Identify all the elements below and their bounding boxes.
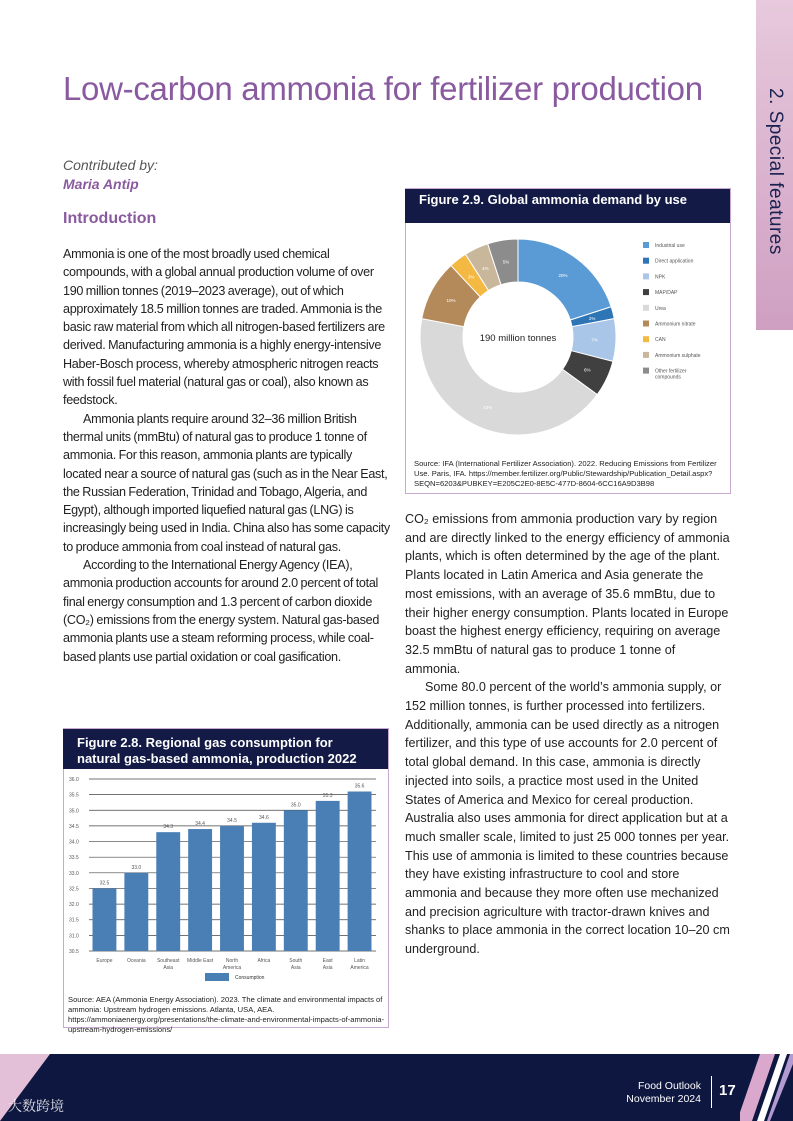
watermark: 大数跨境 xyxy=(8,1098,64,1114)
x-tick-label: Oceania xyxy=(127,958,146,964)
x-tick-label: Southeast xyxy=(156,958,180,964)
bar xyxy=(220,826,244,951)
bar xyxy=(316,801,340,951)
slice-label: 20% xyxy=(558,273,568,279)
bar-value-label: 35.6 xyxy=(354,783,365,790)
page-title: Low-carbon ammonia for fertilizer production xyxy=(63,70,703,107)
right-column xyxy=(405,510,730,959)
x-tick-label: North xyxy=(225,958,239,964)
legend-label: Consumption xyxy=(235,975,265,981)
y-tick-label: 31.5 xyxy=(69,917,79,924)
publication-name: Food Outlook xyxy=(637,1080,701,1092)
contributor xyxy=(63,156,158,194)
bar-value-label: 32.5 xyxy=(99,880,110,887)
slice-label: 2% xyxy=(588,315,596,321)
legend-label: Other fertilizer xyxy=(655,368,687,375)
paragraph: Some 80.0 percent of the world’s ammonia supply, or 152 million tonnes, is further processed into fertilizers. Additionally, ammonia can be used directly as a nitrogen fertilizer, and this type of use accounts for 2.0 percent of total global demand. In this case, ammonia is directly injected into soils, a practice most used in the United States of America and Mexico for cereal production. Australia also uses ammonia for direct application but at a much smaller scale, limited to just 25 000 tonnes per year. This use of ammonia is limited to these countries because they have existing infrastructure to cool and store ammonia and because they more often use mechanized and precision agriculture with tractor-drawn knives and shanks to place ammonia in the correct location 10–20 cm underground. xyxy=(405,680,730,957)
donut-center-label: 190 million tonnes xyxy=(479,333,557,344)
bar xyxy=(188,829,212,951)
legend-swatch xyxy=(643,336,649,342)
legend-label: CAN xyxy=(655,337,666,344)
bar xyxy=(156,832,180,951)
legend-swatch xyxy=(643,258,649,264)
y-tick-label: 34.0 xyxy=(69,839,79,846)
donut-slice xyxy=(518,239,611,320)
bar-value-label: 34.3 xyxy=(163,824,174,831)
footer-divider xyxy=(711,1076,712,1108)
x-tick-label: Middle East xyxy=(187,958,214,964)
figure-source: Source: IFA (International Fertilizer Association). 2022. Reducing Emissions from Fertilizer Use. Paris, IFA. https://member.fertilizer.org/Public/Stewardship/Publication_Detail.aspx?SEQN=6203&PUBKEY=E205C2E0-8E5C-477D-8604-6CC16A9D3B98 xyxy=(414,459,717,488)
x-tick-label: Latin xyxy=(354,958,365,964)
paragraph: According to the International Energy Agency (IEA), ammonia production accounts for around 2.0 percent of total final energy consumption and 1.3 percent of carbon dioxide (CO₂) emissions from the energy system. Natural gas-based ammonia plants use a steam reforming process, while coal-based plants use partial oxidation or coal gasification. xyxy=(63,558,380,664)
legend-label: NPK xyxy=(655,274,666,281)
contributed-label: Contributed by: xyxy=(63,157,158,173)
section-tab-label: 2. Special features xyxy=(765,88,786,255)
x-tick-label: East xyxy=(322,958,333,964)
legend-swatch xyxy=(643,352,649,358)
y-tick-label: 34.5 xyxy=(69,823,79,830)
paragraph: CO₂ emissions from ammonia production vary by region and are directly linked to the energy efficiency of ammonia plants, which is often determined by the age of the plant. Plants located in Latin America and Asia generate the most emissions, with an average of 35.6 mmBtu, due to their higher energy consumption. Plants located in Europe boast the highest energy efficiency, requiring on average 32.5 mmBtu of natural gas to produce 1 tonne of ammonia. xyxy=(405,512,730,676)
legend-label: Industrial use xyxy=(655,243,685,249)
legend-swatch xyxy=(643,273,649,279)
bar-chart xyxy=(64,771,388,993)
y-tick-label: 31.0 xyxy=(69,933,79,940)
legend-swatch xyxy=(643,368,649,374)
legend-label: Ammonium nitrate xyxy=(655,321,696,328)
footer-stripes xyxy=(740,1054,793,1121)
bar-value-label: 35.0 xyxy=(290,802,301,809)
slice-label: 7% xyxy=(591,337,598,343)
bar-value-label: 33.0 xyxy=(131,864,142,871)
figure-2-9 xyxy=(405,188,731,494)
slice-label: 5% xyxy=(502,259,510,265)
x-tick-label: Asia xyxy=(290,965,301,971)
y-tick-label: 32.5 xyxy=(69,886,79,893)
y-tick-label: 33.0 xyxy=(69,870,79,877)
y-tick-label: 35.0 xyxy=(69,808,79,815)
x-tick-label: Asia xyxy=(322,965,333,971)
bar-value-label: 34.5 xyxy=(227,817,237,824)
paragraph: Ammonia plants require around 32–36 million British thermal units (mmBtu) of natural gas to produce 1 tonne of ammonia. For this reason, ammonia plants are typically located near a source of natural gas (such as in the Near East, the Russian Federation, Trinidad and Tobago, Algeria, and Egypt), although imported liquefied natural gas (LNG) is increasingly being used in India. China also has some capacity to produce ammonia from coal instead of natural gas. xyxy=(63,411,390,554)
legend-swatch xyxy=(643,242,649,248)
y-tick-label: 36.0 xyxy=(69,777,79,783)
legend-label: MAP/DAP xyxy=(655,290,678,297)
slice-label: 3% xyxy=(467,274,475,280)
bar-value-label: 34.4 xyxy=(195,821,205,828)
x-tick-label: America xyxy=(222,965,242,971)
author-name: Maria Antip xyxy=(63,176,139,192)
x-tick-label: South xyxy=(289,958,303,964)
x-tick-label: Africa xyxy=(257,958,271,964)
figure-heading: Figure 2.9. Global ammonia demand by use xyxy=(405,189,730,223)
bar xyxy=(93,888,117,951)
donut-chart xyxy=(406,229,730,459)
legend-swatch xyxy=(205,973,229,981)
y-tick-label: 33.5 xyxy=(69,855,79,862)
y-tick-label: 30.5 xyxy=(69,949,79,955)
legend-label: compounds xyxy=(655,374,681,381)
x-tick-label: America xyxy=(350,965,369,971)
bar-value-label: 35.3 xyxy=(322,792,333,799)
legend-label: Urea xyxy=(655,305,666,312)
legend-swatch xyxy=(643,289,649,295)
figure-2-8 xyxy=(63,728,389,1034)
figure-source: Source: AEA (Ammonia Energy Association). 2023. The climate and environmental impacts of ammonia: Upstream hydrogen emissions. Atlanta, USA, AEA. https://ammoniaenergy.org/presentations/the-climate-and-environmental-impacts-of-ammonia-upstream-hydrogen-emissions/ xyxy=(68,995,384,1034)
y-tick-label: 35.5 xyxy=(69,792,79,799)
publication-date: November 2024 xyxy=(626,1093,701,1105)
left-column xyxy=(63,245,390,666)
legend-label: Direct application xyxy=(655,258,694,265)
legend-swatch xyxy=(643,305,649,311)
slice-label: 43% xyxy=(483,405,493,411)
legend-swatch xyxy=(643,321,649,327)
x-tick-label: Asia xyxy=(163,965,174,971)
bar xyxy=(284,810,308,951)
y-tick-label: 32.0 xyxy=(69,902,79,909)
section-tab xyxy=(756,0,793,330)
slice-label: 6% xyxy=(583,367,591,373)
slice-label: 4% xyxy=(482,265,489,271)
legend-label: Ammonium sulphate xyxy=(655,352,701,359)
intro-heading: Introduction xyxy=(63,210,157,227)
bar xyxy=(348,792,372,951)
figure-heading: Figure 2.8. Regional gas consumption for natural gas-based ammonia, production 2022 xyxy=(63,729,388,769)
slice-label: 10% xyxy=(446,298,456,304)
bar xyxy=(124,873,148,951)
paragraph: Ammonia is one of the most broadly used chemical compounds, with a global annual production volume of over 190 million tonnes (2019–2023 average), out of which approximately 18.5 million tonnes are traded. Ammonia is the basic raw material from which all nitrogen-based fertilizers are derived. Manufacturing ammonia is a highly energy-intensive Haber-Bosch process, whereby atmospheric nitrogen reacts with fossil fuel material (natural gas or coal), also known as feedstock. xyxy=(63,247,385,408)
x-tick-label: Europe xyxy=(96,958,113,964)
bar-value-label: 34.6 xyxy=(259,814,269,821)
footer-publication xyxy=(626,1080,701,1106)
bar xyxy=(252,823,276,951)
page-number: 17 xyxy=(719,1082,736,1099)
